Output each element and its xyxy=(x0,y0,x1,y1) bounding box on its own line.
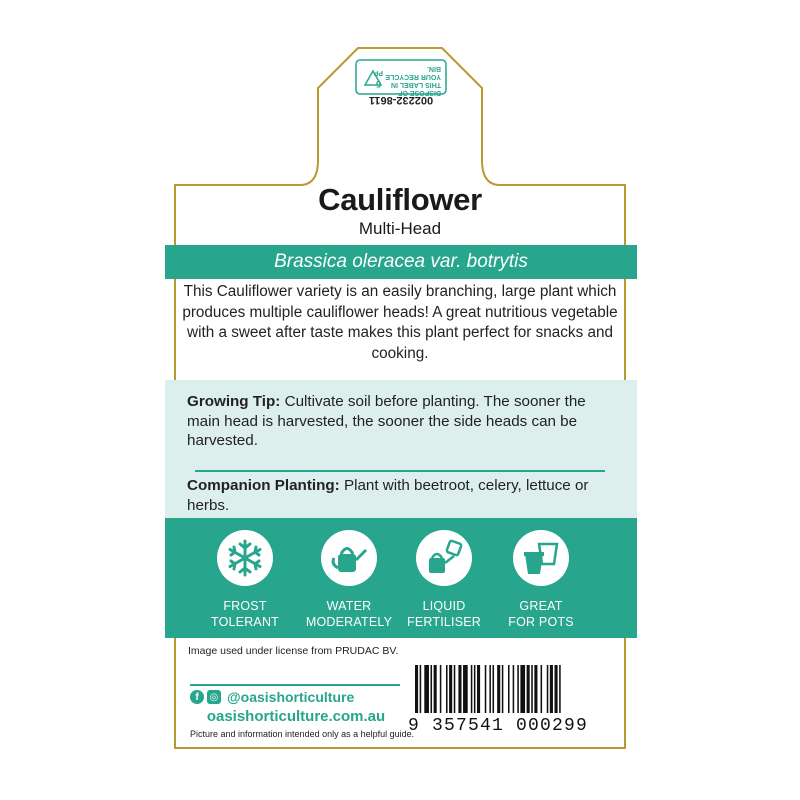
recycle-text: DISPOSE OF THIS LABEL IN YOUR RECYCLE BIN. 5 PP xyxy=(373,65,441,96)
barcode-bar xyxy=(513,665,515,713)
pots-icon xyxy=(521,538,561,578)
barcode-bar xyxy=(489,665,491,713)
website-link[interactable]: oasishorticulture.com.au xyxy=(206,708,386,725)
feature-label-1: LIQUID xyxy=(422,599,466,613)
barcode-number: 9 357541 000299 xyxy=(408,716,589,736)
companion-text: Plant with beetroot, celery, lettuce or herbs. xyxy=(187,477,589,514)
feature-label-1: FROST xyxy=(223,599,267,613)
barcode-bar xyxy=(434,665,437,713)
growing-tip-label: Growing Tip: xyxy=(187,393,281,410)
barcode-bar xyxy=(463,665,468,713)
barcode-bar xyxy=(559,665,561,713)
barcode-bar xyxy=(474,665,476,713)
growing-tip-text: Cultivate soil before planting. The sooner the main head is harvested, the sooner the side heads can be harvested. xyxy=(187,393,586,449)
barcode-bar xyxy=(454,665,456,713)
tip-divider xyxy=(195,470,605,472)
social-row xyxy=(190,689,398,705)
social-handle[interactable]: @oasishorticulture xyxy=(227,689,355,705)
social-divider xyxy=(190,684,400,686)
fertiliser-icon xyxy=(424,538,464,578)
barcode-bar xyxy=(440,665,442,713)
growing-tip xyxy=(187,392,617,451)
barcode-bar xyxy=(471,665,473,713)
companion-planting xyxy=(187,476,617,515)
barcode-bar xyxy=(477,665,480,713)
feature-label-2: MODERATELY xyxy=(305,615,393,629)
barcode-bar xyxy=(497,665,500,713)
barcode-bar xyxy=(431,665,433,713)
feature-label-2: FERTILISER xyxy=(406,615,481,629)
product-code: 002232-8611 xyxy=(368,94,434,106)
feature-label-2: TOLERANT xyxy=(210,615,280,629)
barcode-bar xyxy=(493,665,495,713)
barcode-bar xyxy=(424,665,429,713)
barcode-bar xyxy=(527,665,530,713)
barcode-bar xyxy=(485,665,487,713)
barcode-bar xyxy=(446,665,448,713)
facebook-icon[interactable]: f xyxy=(190,690,204,704)
barcode-bar xyxy=(520,665,525,713)
barcode-bar xyxy=(508,665,510,713)
disclaimer: Picture and information intended only as a helpful guide. xyxy=(190,729,415,739)
botanical-name: Brassica oleracea var. botrytis xyxy=(165,245,637,279)
feature-water-moderately xyxy=(299,530,399,630)
barcode-bar xyxy=(547,665,549,713)
feature-frost-tolerant xyxy=(195,530,295,630)
barcode-bar xyxy=(502,665,504,713)
barcode-bar xyxy=(420,665,422,713)
instagram-icon[interactable]: ◎ xyxy=(207,690,221,704)
barcode-bar xyxy=(458,665,461,713)
watering-can-icon xyxy=(329,538,369,578)
feature-label-1: WATER xyxy=(326,599,372,613)
plant-variety: Multi-Head xyxy=(358,219,442,238)
license-note: Image used under license from PRUDAC BV. xyxy=(188,645,399,657)
feature-label-1: GREAT xyxy=(519,599,563,613)
barcode-bar xyxy=(531,665,533,713)
barcode-bar xyxy=(555,665,558,713)
feature-great-for-pots xyxy=(491,530,591,630)
barcode-bar xyxy=(534,665,537,713)
barcode-bar xyxy=(550,665,553,713)
feature-label-2: FOR POTS xyxy=(508,615,574,629)
snowflake-icon xyxy=(225,538,265,578)
plant-description: This Cauliflower variety is an easily branching, large plant which produces multiple cauliflower heads! A great nutritious vegetable with a sweet after taste makes this plant perfect for snacks and cooking. xyxy=(182,283,618,362)
plant-name: Cauliflower xyxy=(318,182,482,217)
feature-liquid-fertiliser xyxy=(394,530,494,630)
barcode-bar xyxy=(517,665,519,713)
barcode-bar xyxy=(449,665,452,713)
barcode-bar xyxy=(541,665,543,713)
companion-label: Companion Planting: xyxy=(187,477,340,494)
barcode-bar xyxy=(415,665,418,713)
